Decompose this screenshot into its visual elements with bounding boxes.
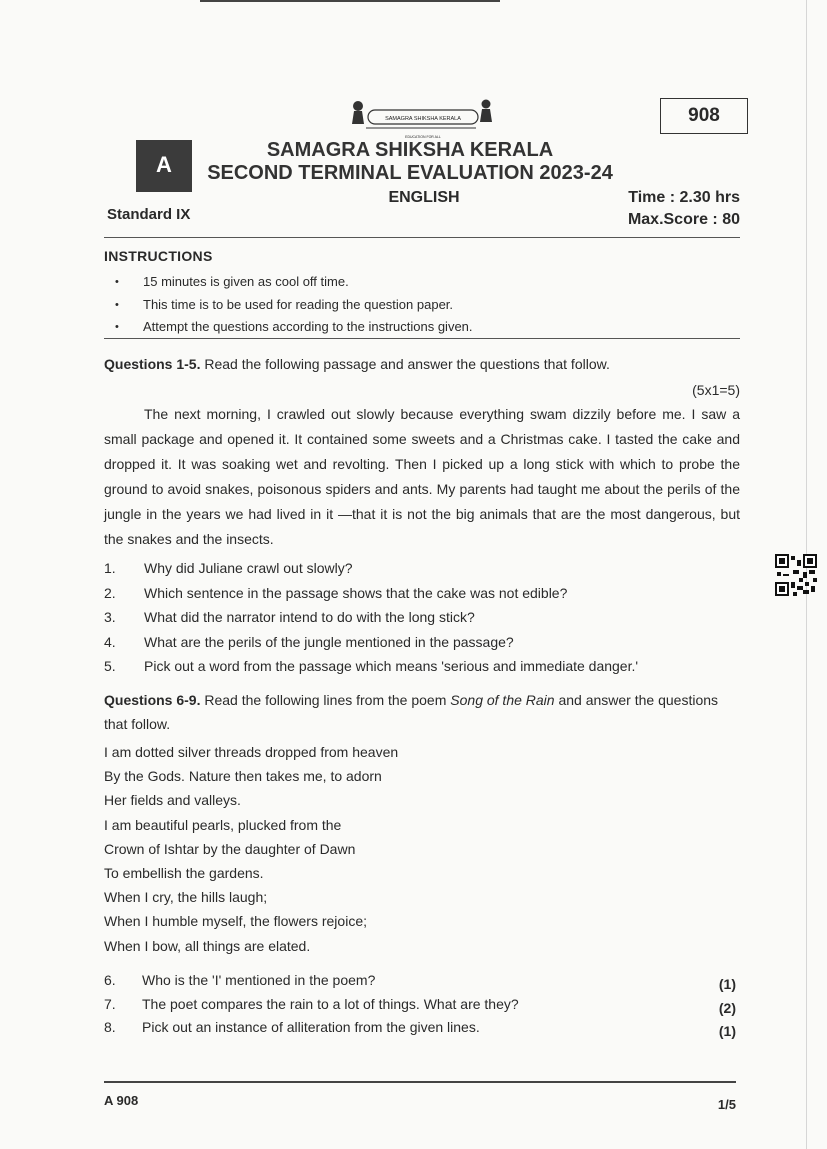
question-number: 4. <box>104 633 116 650</box>
poem-line: When I humble myself, the flowers rejoice; <box>104 913 367 930</box>
instruction-item: • This time is to be used for reading the question paper. <box>115 294 675 317</box>
question-number: 6. <box>104 972 116 988</box>
poem-title: Song of the Rain <box>450 692 555 708</box>
instruction-item: • Attempt the questions according to the instructions given. <box>115 316 675 339</box>
question-number: 1. <box>104 560 116 576</box>
question-item <box>104 630 740 655</box>
poem-line: Her fields and valleys. <box>104 792 241 809</box>
footer-divider <box>104 1081 736 1083</box>
poem-line: When I cry, the hills laugh; <box>104 889 268 906</box>
exam-title: SECOND TERMINAL EVALUATION 2023-24 <box>207 162 613 184</box>
samagra-shiksha-logo <box>346 98 496 144</box>
section2-instruction-post: and answer the questions that follow. <box>104 692 719 732</box>
question-marks: (1) <box>718 1023 736 1039</box>
section1-label: Questions 1-5. <box>104 356 201 372</box>
section2-heading <box>104 688 740 736</box>
question-number: 5. <box>104 658 116 674</box>
question-text: The poet compares the rain to a lot of things. What are they? <box>142 995 519 1012</box>
question-number: 7. <box>104 995 116 1012</box>
top-edge-line <box>200 0 500 2</box>
poem-line: I am dotted silver threads dropped from heaven <box>104 744 399 760</box>
question-item <box>104 605 740 630</box>
question-item <box>104 993 740 1017</box>
section2-questions <box>104 969 740 1040</box>
question-text: Pick out an instance of alliteration from the given lines. <box>142 1019 480 1035</box>
footer-paper-code: A 908 <box>104 1093 139 1108</box>
section2-label: Questions 6-9. <box>104 692 201 708</box>
svg-text:SAMAGRA SHIKSHA KERALA: SAMAGRA SHIKSHA KERALA <box>385 116 461 122</box>
standard-label: Standard IX <box>107 206 191 223</box>
section1-questions <box>104 556 740 679</box>
poem-line: Crown of Ishtar by the daughter of Dawn <box>104 840 356 857</box>
poem-line: I am beautiful pearls, plucked from the <box>104 816 342 833</box>
instruction-item: • 15 minutes is given as cool off time. <box>115 271 675 294</box>
poem-line: By the Gods. Nature then takes me, to adorn <box>104 768 382 785</box>
question-text: What are the perils of the jungle mentioned in the passage? <box>144 633 514 650</box>
instructions-divider <box>104 338 740 339</box>
series-label: A <box>136 140 192 192</box>
question-item <box>104 654 740 679</box>
question-item <box>104 556 740 581</box>
header-divider <box>104 237 740 238</box>
section1-instruction: Read the following passage and answer the questions that follow. <box>200 356 610 372</box>
qr-code-icon <box>775 554 817 596</box>
time-allowed: Time : 2.30 hrs <box>628 189 740 206</box>
section2-instruction-pre: Read the following lines from the poem <box>200 692 451 708</box>
subject-title: ENGLISH <box>388 189 460 206</box>
question-marks: (2) <box>718 999 736 1016</box>
question-text: Pick out a word from the passage which means 'serious and immediate danger.' <box>144 658 639 674</box>
reading-passage: The next morning, I crawled out slowly because everything swam dizzily before me. I saw a small package and opened it. It contained some sweets and a Christmas cake. I tasted the cake and dropped it. It was soaking wet and revolting. Then I picked up a long stick with which to probe the ground to avoid snakes, poisonous spiders and ants. My parents had taught me about the perils of the jungle in the years we had lived in it —that it is not the big animals that are the most dangerous, but the snakes and the insects. <box>104 406 740 547</box>
paper-code-box: 908 <box>660 98 748 134</box>
question-number: 2. <box>104 584 116 601</box>
poem-excerpt <box>104 740 398 958</box>
organisation-title: SAMAGRA SHIKSHA KERALA <box>266 139 554 161</box>
section1-heading <box>104 355 740 373</box>
question-number: 3. <box>104 609 116 625</box>
instructions-list <box>115 271 675 339</box>
section1-marks: (5x1=5) <box>692 382 740 398</box>
question-number: 8. <box>104 1019 116 1035</box>
question-text: What did the narrator intend to do with the long stick? <box>144 609 475 625</box>
question-item <box>104 1016 740 1040</box>
question-text: Why did Juliane crawl out slowly? <box>144 560 353 576</box>
poem-line: When I bow, all things are elated. <box>104 937 311 954</box>
question-item <box>104 969 740 993</box>
max-score: Max.Score : 80 <box>627 211 740 228</box>
instructions-title: INSTRUCTIONS <box>104 248 213 264</box>
question-marks: (1) <box>718 976 736 992</box>
question-text: Which sentence in the passage shows that the cake was not edible? <box>144 584 568 601</box>
poem-line: To embellish the gardens. <box>104 864 264 881</box>
question-text: Who is the 'I' mentioned in the poem? <box>142 972 376 988</box>
svg-text:EDUCATION FOR ALL: EDUCATION FOR ALL <box>405 135 441 139</box>
question-item <box>104 581 740 606</box>
page-number: 1/5 <box>717 1097 736 1112</box>
